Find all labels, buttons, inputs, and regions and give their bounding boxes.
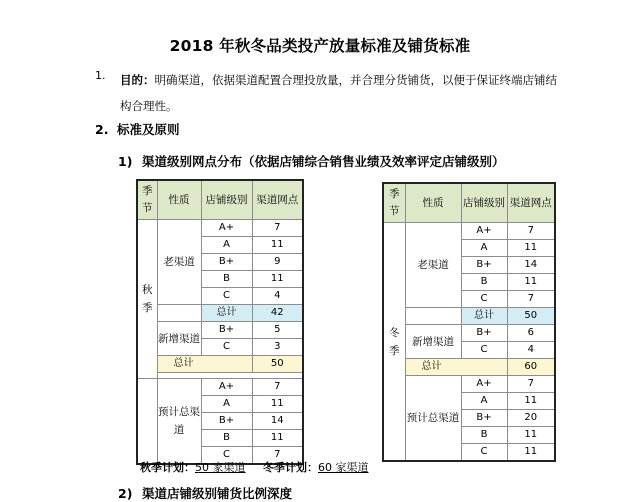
blank-cell xyxy=(137,430,157,447)
level-cell: A+ xyxy=(461,223,507,240)
level-cell: A xyxy=(201,396,252,413)
document-title: 2018 年秋冬品类投产放量标准及铺货标准 xyxy=(169,37,471,55)
category-planned: 预计总渠道 xyxy=(157,379,201,465)
count-cell: 5 xyxy=(252,322,303,339)
count-cell: 11 xyxy=(252,396,303,413)
count-cell: 7 xyxy=(252,220,303,237)
header-store-level: 店铺级别 xyxy=(201,180,252,220)
subsection-1-title: 渠道级别网点分布（依据店铺综合销售业绩及效率评定店铺级别） xyxy=(142,154,505,169)
total-row xyxy=(383,359,555,376)
blank-cell xyxy=(157,305,201,322)
table-row xyxy=(383,376,555,393)
autumn-plan-label: 秋季计划： xyxy=(140,461,195,474)
subsection-2-heading xyxy=(118,484,292,502)
subsection-1-heading xyxy=(118,152,505,170)
level-cell: B xyxy=(461,427,507,444)
subtotal-label: 总计 xyxy=(461,308,507,325)
total-row xyxy=(137,356,303,373)
header-channel-count: 渠道网点 xyxy=(507,183,555,223)
level-cell: C xyxy=(201,339,252,356)
level-cell: A+ xyxy=(201,379,252,396)
section-1-text: 明确渠道，依据渠道配置合理投放量，并合理分货铺货，以便于保证终端店铺结构合理性。 xyxy=(120,73,557,113)
count-cell: 7 xyxy=(507,291,555,308)
total-value: 50 xyxy=(252,356,303,373)
header-type: 性质 xyxy=(405,183,461,223)
level-cell: A xyxy=(201,237,252,254)
section-1-paragraph xyxy=(120,67,560,119)
section-1-number: 1. xyxy=(95,69,106,82)
header-store-level: 店铺级别 xyxy=(461,183,507,223)
level-cell: C xyxy=(201,288,252,305)
level-cell: B+ xyxy=(461,325,507,342)
level-cell: C xyxy=(461,342,507,359)
total-label: 总计 xyxy=(157,356,252,373)
plan-summary xyxy=(140,459,368,475)
table-row xyxy=(383,223,555,240)
count-cell: 7 xyxy=(252,447,303,465)
level-cell: B+ xyxy=(461,410,507,427)
winter-channel-table xyxy=(382,182,556,462)
table-row xyxy=(137,379,303,396)
section-1-label: 目的： xyxy=(120,73,155,87)
category-planned: 预计总渠道 xyxy=(405,376,461,462)
autumn-plan-value: 50 家渠道 xyxy=(195,461,246,474)
count-cell: 11 xyxy=(507,240,555,257)
count-cell: 14 xyxy=(252,413,303,430)
category-old: 老渠道 xyxy=(157,220,201,305)
winter-plan-label: 冬季计划： xyxy=(262,461,318,474)
header-channel-count: 渠道网点 xyxy=(252,180,303,220)
total-label: 总计 xyxy=(405,359,507,376)
subtotal-row xyxy=(137,305,303,322)
count-cell: 11 xyxy=(252,430,303,447)
category-new: 新增渠道 xyxy=(157,322,201,356)
level-cell: B+ xyxy=(461,257,507,274)
level-cell: B xyxy=(201,430,252,447)
header-season: 季节 xyxy=(383,183,405,223)
header-season: 季节 xyxy=(137,180,157,220)
blank-cell xyxy=(137,396,157,413)
subtotal-row xyxy=(383,308,555,325)
level-cell: B+ xyxy=(201,254,252,271)
section-2-heading xyxy=(95,120,180,138)
blank-cell xyxy=(137,379,157,396)
season-cell: 秋季 xyxy=(137,220,157,379)
count-cell: 7 xyxy=(507,376,555,393)
table-row xyxy=(383,325,555,342)
level-cell: A+ xyxy=(201,220,252,237)
section-2-number: 2. xyxy=(95,122,109,137)
count-cell: 11 xyxy=(252,237,303,254)
subtotal-label: 总计 xyxy=(201,305,252,322)
level-cell: B+ xyxy=(201,322,252,339)
table-header-row xyxy=(137,180,303,220)
level-cell: B xyxy=(201,271,252,288)
blank-cell xyxy=(405,308,461,325)
blank-cell xyxy=(137,413,157,430)
autumn-channel-table xyxy=(136,179,304,465)
section-2-title: 标准及原则 xyxy=(117,122,180,137)
subtotal-value: 42 xyxy=(252,305,303,322)
count-cell: 3 xyxy=(252,339,303,356)
count-cell: 7 xyxy=(252,379,303,396)
count-cell: 11 xyxy=(252,271,303,288)
count-cell: 9 xyxy=(252,254,303,271)
level-cell: A xyxy=(461,240,507,257)
table-header-row xyxy=(383,183,555,223)
subsection-2-title: 渠道店铺级别铺货比例深度 xyxy=(142,486,293,501)
count-cell: 7 xyxy=(507,223,555,240)
count-cell: 11 xyxy=(507,393,555,410)
subsection-1-number: 1) xyxy=(118,154,133,169)
winter-plan-value: 60 家渠道 xyxy=(317,461,369,474)
table-row xyxy=(137,322,303,339)
level-cell: B xyxy=(461,274,507,291)
level-cell: C xyxy=(461,444,507,462)
count-cell: 4 xyxy=(252,288,303,305)
category-new: 新增渠道 xyxy=(405,325,461,359)
subtotal-value: 50 xyxy=(507,308,555,325)
total-value: 60 xyxy=(507,359,555,376)
count-cell: 11 xyxy=(507,444,555,462)
header-type: 性质 xyxy=(157,180,201,220)
subsection-2-number: 2) xyxy=(118,486,133,501)
count-cell: 6 xyxy=(507,325,555,342)
level-cell: C xyxy=(201,447,252,465)
level-cell: A+ xyxy=(461,376,507,393)
category-old: 老渠道 xyxy=(405,223,461,308)
count-cell: 11 xyxy=(507,427,555,444)
table-row xyxy=(137,220,303,237)
count-cell: 11 xyxy=(507,274,555,291)
count-cell: 14 xyxy=(507,257,555,274)
level-cell: B+ xyxy=(201,413,252,430)
level-cell: A xyxy=(461,393,507,410)
count-cell: 4 xyxy=(507,342,555,359)
season-cell: 冬季 xyxy=(383,223,405,462)
level-cell: C xyxy=(461,291,507,308)
count-cell: 20 xyxy=(507,410,555,427)
